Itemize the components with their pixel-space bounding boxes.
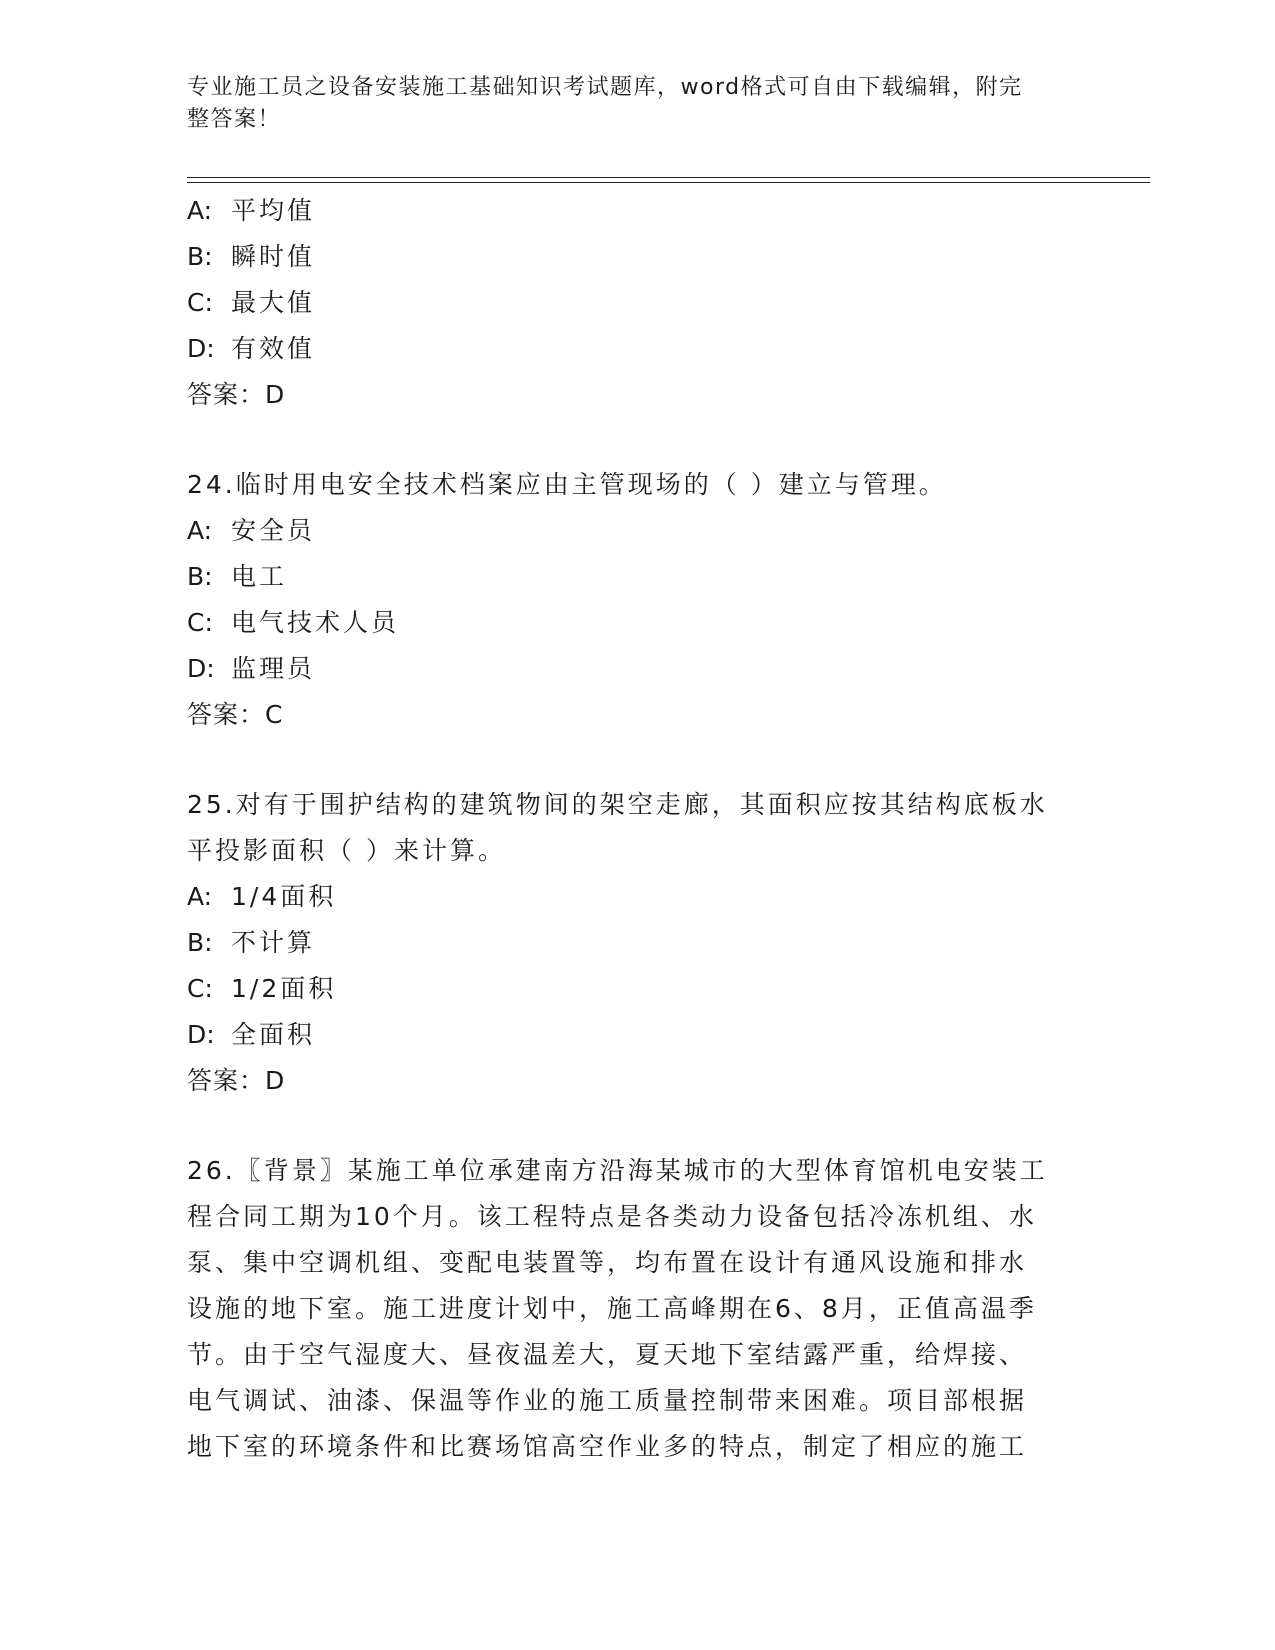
question-25 [187, 782, 1067, 1104]
question-list [187, 188, 1067, 1470]
question-24 [187, 462, 1067, 738]
document-header: 专业施工员之设备安装施工基础知识考试题库，word格式可自由下载编辑，附完 整答案！ [187, 75, 1023, 132]
option-c: C: 1/2面积 [187, 974, 337, 1003]
option-b: B: 电工 [187, 562, 288, 591]
question-23 [187, 188, 1067, 418]
answer: 答案：D [187, 380, 286, 409]
header-rule-bottom [187, 182, 1150, 183]
answer: 答案：D [187, 1066, 286, 1095]
question-26 [187, 1148, 1067, 1470]
question-stem: 24.临时用电安全技术档案应由主管现场的（ ）建立与管理。 [187, 470, 947, 499]
option-c: C: 电气技术人员 [187, 608, 400, 637]
question-stem: 26.〖背景〗某施工单位承建南方沿海某城市的大型体育馆机电安装工 程合同工期为10个月。该工程特点是各类动力设备包括冷冻机组、水 泵、集中空调机组、变配电装置等，均布置在设计有通风设施和排水 设施的地下室。施工进度计划中，施工高峰期在6、8月，正值高温季 节。由于空气湿度大、昼夜温差大，夏天地下室结露严重，给焊接、 电气调试、油漆、保温等作业的施工质量控制带来困难。项目部根据 地下室的环境条件和比赛场馆高空作业多的特点，制定了相应的施工 [187, 1156, 1048, 1461]
option-c: C: 最大值 [187, 288, 316, 317]
option-b: B: 不计算 [187, 928, 316, 957]
option-a: A: 1/4面积 [187, 882, 337, 911]
option-d: D: 全面积 [187, 1020, 316, 1049]
header-rule-top [187, 177, 1150, 178]
option-b: B: 瞬时值 [187, 242, 316, 271]
option-a: A: 安全员 [187, 516, 316, 545]
option-a: A: 平均值 [187, 196, 316, 225]
question-stem: 25.对有于围护结构的建筑物间的架空走廊，其面积应按其结构底板水 平投影面积（ ）来计算。 [187, 790, 1048, 865]
option-d: D: 监理员 [187, 654, 316, 683]
answer: 答案：C [187, 700, 284, 729]
option-d: D: 有效值 [187, 334, 316, 363]
